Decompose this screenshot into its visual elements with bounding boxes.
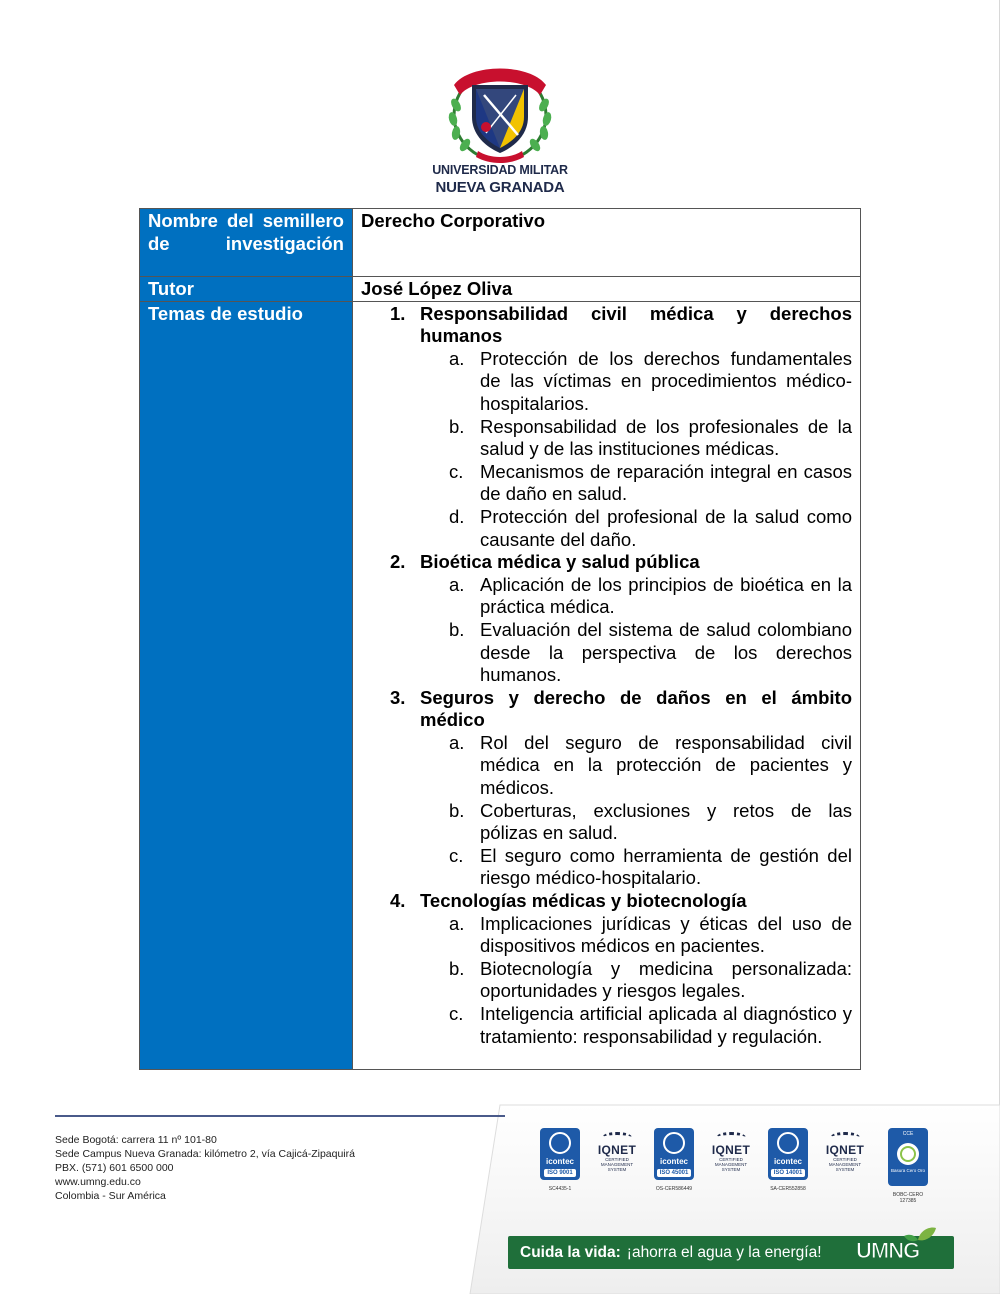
label-group-name: Nombre del semillero de investigación xyxy=(140,209,353,277)
cert-code: BOBC-CERO 127385 xyxy=(892,1192,924,1204)
value-group-name: Derecho Corporativo xyxy=(353,209,861,277)
subtopic-letter: c. xyxy=(449,1003,464,1024)
cert-code: SA-CER552858 xyxy=(770,1186,806,1192)
topic-number: 1. xyxy=(390,302,406,324)
cert-code: SC4435-1 xyxy=(548,1186,572,1192)
basura-cero-badge xyxy=(886,1128,930,1204)
value-tutor: José López Oliva xyxy=(353,277,861,302)
subtopic-letter: c. xyxy=(449,460,464,482)
subtopic-text: Protección de los derechos fundamentales de las víctimas en procedimientos médico-hospitalarios. xyxy=(480,347,852,414)
website-link[interactable]: www.umng.edu.co xyxy=(55,1176,141,1188)
subtopic-list xyxy=(420,732,852,890)
subtopic-text: Responsabilidad de los profesionales de la salud y de las instituciones médicas. xyxy=(480,415,852,460)
subtopic-list xyxy=(420,574,852,687)
subtopic-item xyxy=(361,506,852,551)
subtopic-letter: a. xyxy=(449,731,465,753)
certifications xyxy=(538,1128,938,1218)
footer-divider xyxy=(55,1115,505,1117)
subtopic-list xyxy=(420,348,852,551)
topic-item xyxy=(361,687,852,890)
iqnet-cert-badge xyxy=(821,1128,865,1180)
footer-address xyxy=(55,1133,355,1203)
topic-item xyxy=(361,890,852,1048)
subtopic-item xyxy=(361,348,852,416)
icontec-icon: icontec ISO 14001 xyxy=(768,1128,808,1180)
subtopic-letter: b. xyxy=(449,415,465,437)
umng-wordmark: UMNG xyxy=(856,1238,920,1263)
topic-item xyxy=(361,303,852,552)
subtopic-list xyxy=(420,913,852,1049)
subtopic-item xyxy=(361,461,852,506)
subtopic-text: Implicaciones jurídicas y éticas del uso de dispositivos médicos en pacientes. xyxy=(480,912,852,957)
subtopic-letter: a. xyxy=(449,347,465,369)
subtopic-text: Evaluación del sistema de salud colombiano desde la perspectiva de los derechos humanos. xyxy=(480,618,852,686)
topics-list xyxy=(361,303,852,1049)
subtopic-item xyxy=(361,619,852,687)
subtopic-text: El seguro como herramienta de gestión del riesgo médico-hospitalario. xyxy=(480,844,852,889)
logo-line-2: NUEVA GRANADA xyxy=(435,179,565,196)
subtopic-text: Biotecnología y medicina personalizada: oportunidades y riesgos legales. xyxy=(480,957,852,1002)
iqnet-cert-badge xyxy=(593,1128,637,1180)
address-line: PBX. (571) 601 6500 000 xyxy=(55,1162,174,1174)
icontec-cert-badge xyxy=(538,1128,582,1192)
topic-item xyxy=(361,551,852,687)
subtopic-text: Mecanismos de reparación integral en casos de daño en salud. xyxy=(480,460,852,505)
subtopic-item xyxy=(361,416,852,461)
subtopic-letter: a. xyxy=(449,912,465,934)
icontec-cert-badge xyxy=(652,1128,696,1192)
topic-title: Seguros y derecho de daños en el ámbito médico xyxy=(420,686,852,731)
subtopic-item xyxy=(361,732,852,800)
subtopic-item xyxy=(361,913,852,958)
slogan-lead: Cuida la vida: xyxy=(520,1243,621,1261)
label-tutor: Tutor xyxy=(140,277,353,302)
topic-number: 2. xyxy=(390,551,406,573)
subtopic-item xyxy=(361,958,852,1003)
subtopic-item xyxy=(361,845,852,890)
topics-cell xyxy=(353,301,861,1069)
icontec-icon: icontec ISO 45001 xyxy=(654,1128,694,1180)
subtopic-letter: a. xyxy=(449,573,465,595)
cert-code: OS-CER586449 xyxy=(655,1186,693,1192)
subtopic-item xyxy=(361,1003,852,1048)
research-group-table xyxy=(139,208,861,1070)
topic-number: 4. xyxy=(390,890,406,912)
table-row xyxy=(140,209,861,277)
slogan-tail: ¡ahorra el agua y la energía! xyxy=(626,1243,822,1261)
subtopic-text: Aplicación de los principios de bioética en la práctica médica. xyxy=(480,573,852,618)
iqnet-cert-badge xyxy=(707,1128,751,1180)
university-logo xyxy=(430,55,570,200)
topic-title: Tecnologías médicas y biotecnología xyxy=(420,890,747,912)
iqnet-icon: IQNET CERTIFIED MANAGEMENT SYSTEM xyxy=(707,1128,755,1180)
logo-line-1: UNIVERSIDAD MILITAR xyxy=(432,163,568,177)
crest-icon xyxy=(440,55,560,163)
subtopic-item xyxy=(361,800,852,845)
subtopic-text: Inteligencia artificial aplicada al diagnóstico y tratamiento: responsabilidad y regulación. xyxy=(480,1003,852,1047)
topic-title: Bioética médica y salud pública xyxy=(420,551,700,573)
subtopic-letter: b. xyxy=(449,957,465,979)
icontec-cert-badge xyxy=(766,1128,810,1192)
topic-number: 3. xyxy=(390,686,406,708)
subtopic-letter: c. xyxy=(449,844,464,866)
umng-logo xyxy=(856,1226,938,1270)
subtopic-letter: b. xyxy=(449,799,465,821)
topic-title: Responsabilidad civil médica y derechos humanos xyxy=(420,302,852,347)
table-row xyxy=(140,301,861,1069)
label-topics: Temas de estudio xyxy=(140,301,353,1069)
iqnet-icon: IQNET CERTIFIED MANAGEMENT SYSTEM xyxy=(593,1128,641,1180)
subtopic-item xyxy=(361,574,852,619)
subtopic-letter: b. xyxy=(449,618,465,640)
iqnet-icon: IQNET CERTIFIED MANAGEMENT SYSTEM xyxy=(821,1128,869,1180)
subtopic-letter: d. xyxy=(449,505,465,527)
basura-cero-icon: CCE Basura Cero Oro xyxy=(888,1128,928,1186)
table-row xyxy=(140,277,861,302)
subtopic-text: Rol del seguro de responsabilidad civil médica en la protección de pacientes y médicos. xyxy=(480,731,852,799)
address-line: Colombia - Sur América xyxy=(55,1190,166,1202)
icontec-icon: icontec ISO 9001 xyxy=(540,1128,580,1180)
address-line: Sede Bogotá: carrera 11 nº 101-80 xyxy=(55,1134,217,1146)
subtopic-text: Coberturas, exclusiones y retos de las pólizas en salud. xyxy=(480,799,852,844)
address-line: Sede Campus Nueva Granada: kilómetro 2, vía Cajicá-Zipaquirá xyxy=(55,1148,355,1160)
subtopic-text: Protección del profesional de la salud como causante del daño. xyxy=(480,505,852,550)
